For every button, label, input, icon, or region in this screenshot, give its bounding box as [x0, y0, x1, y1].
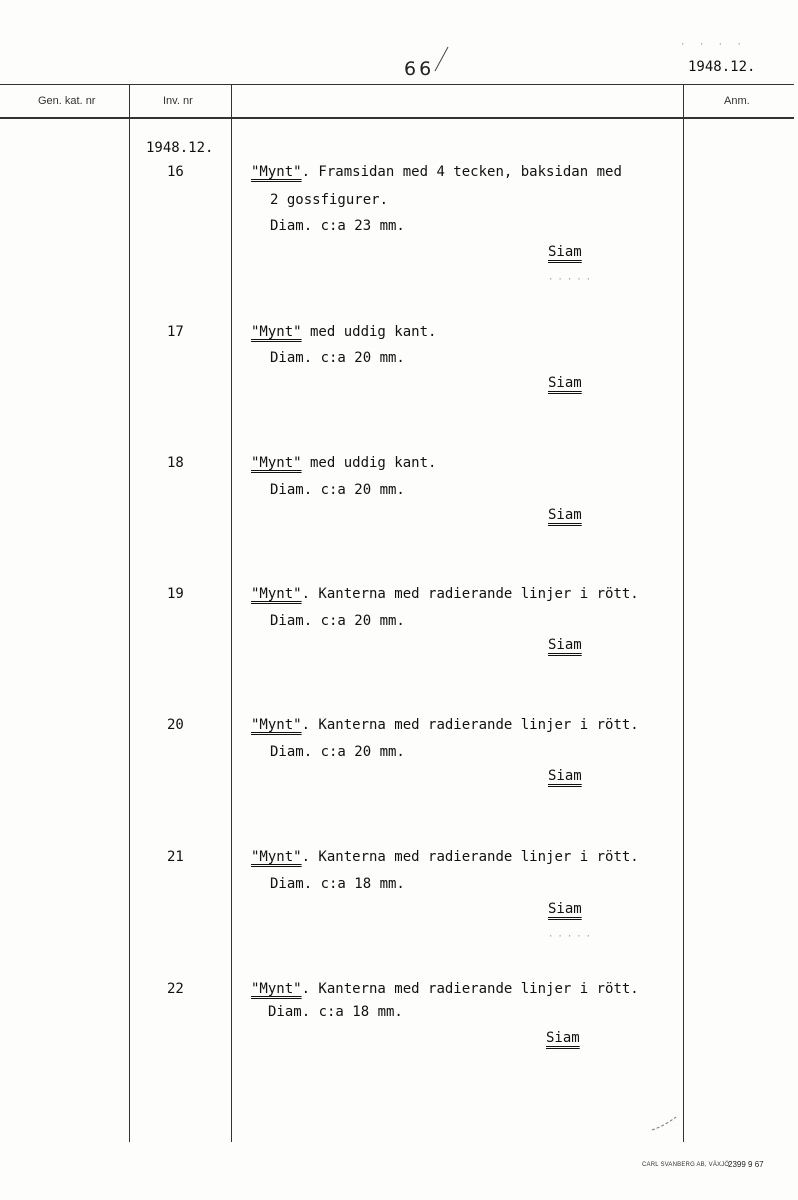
column-header-inv: Inv. nr [163, 95, 193, 107]
entry-description: . Kanterna med radierande linjer i rött. [301, 717, 639, 733]
entry-line [251, 718, 639, 732]
inv-number: 20 [167, 717, 184, 733]
entry-line: 2 gossfigurer. [270, 192, 389, 208]
entry-line [251, 982, 639, 996]
printer-mark: CARL SVANBERG AB, VÄXJÖ [642, 1162, 730, 1168]
entry-diameter: Diam. c:a 20 mm. [270, 613, 405, 629]
entry-diameter: Diam. c:a 20 mm. [270, 350, 405, 366]
inv-number: 18 [167, 455, 184, 471]
scan-specks: ····· [548, 275, 596, 285]
entry-type: "Mynt" [251, 455, 302, 471]
pencil-tick-mark [432, 44, 452, 74]
entry-diameter: Diam. c:a 20 mm. [270, 744, 405, 760]
entry-description: med uddig kant. [301, 324, 437, 340]
entry-line [251, 456, 436, 470]
entry-origin: Siam [548, 244, 582, 260]
entry-type: "Mynt" [251, 164, 302, 180]
column-divider-text-anm [683, 85, 684, 1142]
column-header-anm: Anm. [724, 95, 750, 107]
entry-diameter: Diam. c:a 20 mm. [270, 482, 405, 498]
entry-diameter: Diam. c:a 23 mm. [270, 218, 405, 234]
entry-line [251, 165, 622, 179]
scan-specks: ····· [548, 932, 596, 942]
entry-description: . Kanterna med radierande linjer i rött. [301, 849, 639, 865]
entry-diameter: Diam. c:a 18 mm. [268, 1004, 403, 1020]
entry-origin: Siam [548, 901, 582, 917]
scan-specks: · · · · [680, 40, 746, 50]
inv-number: 21 [167, 849, 184, 865]
header-bottom-rule [0, 117, 794, 119]
entry-origin: Siam [548, 375, 582, 391]
entry-origin: Siam [546, 1030, 580, 1046]
entry-origin: Siam [548, 507, 582, 523]
form-number: 2399 9 67 [728, 1160, 764, 1169]
entry-description: . Kanterna med radierande linjer i rött. [301, 586, 639, 602]
entry-type: "Mynt" [251, 717, 302, 733]
entry-origin: Siam [548, 768, 582, 784]
entry-description: . Framsidan med 4 tecken, baksidan med [301, 164, 622, 180]
inv-number: 16 [167, 164, 184, 180]
header-top-rule [0, 84, 794, 85]
inv-number: 19 [167, 586, 184, 602]
column-divider-inv-text [231, 85, 232, 1142]
header-date: 1948.12. [688, 59, 756, 75]
entry-type: "Mynt" [251, 981, 302, 997]
page-number: 66 [404, 58, 435, 80]
entry-type: "Mynt" [251, 324, 302, 340]
entry-type: "Mynt" [251, 586, 302, 602]
entry-line [251, 850, 639, 864]
column-header-gen-kat: Gen. kat. nr [38, 95, 96, 107]
entry-line [251, 325, 436, 339]
entry-line [251, 587, 639, 601]
inv-number: 22 [167, 981, 184, 997]
pencil-mark [650, 1114, 680, 1134]
section-date: 1948.12. [146, 140, 214, 156]
entry-description: . Kanterna med radierande linjer i rött. [301, 981, 639, 997]
inv-number: 17 [167, 324, 184, 340]
entry-type: "Mynt" [251, 849, 302, 865]
entry-description: med uddig kant. [301, 455, 437, 471]
column-divider-gen-inv [129, 85, 130, 1142]
entry-origin: Siam [548, 637, 582, 653]
entry-diameter: Diam. c:a 18 mm. [270, 876, 405, 892]
